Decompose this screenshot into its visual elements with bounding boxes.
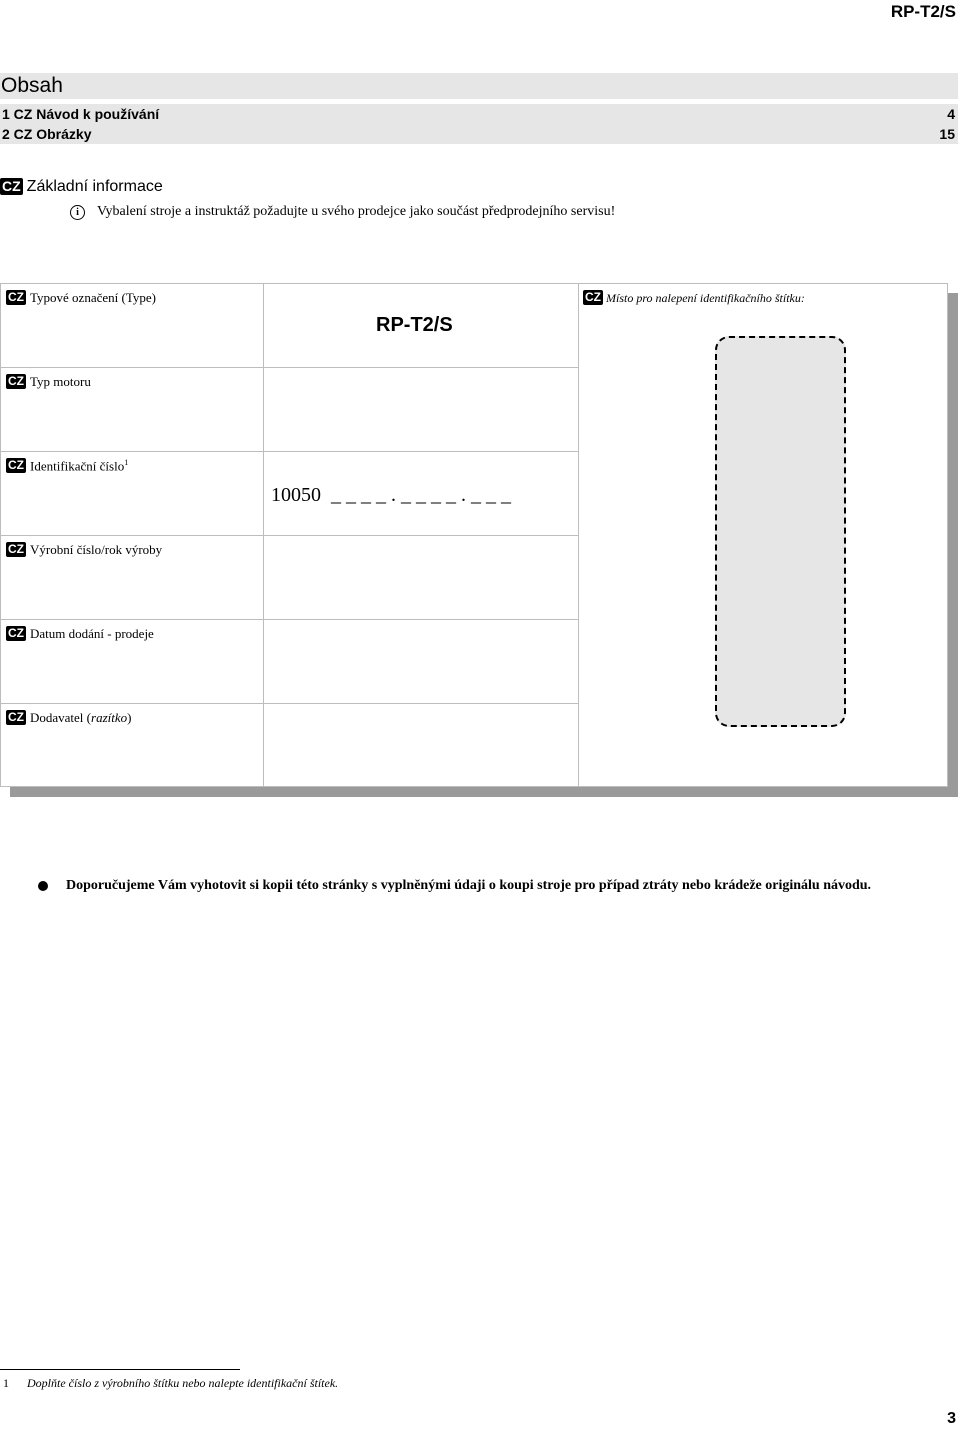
serial-year-label-text: Výrobní číslo/rok výroby xyxy=(30,542,163,557)
cz-badge: CZ xyxy=(585,290,601,304)
toc-entry[interactable] xyxy=(0,124,958,144)
id-number-blanks: _ _ _ _ . _ _ _ _ . _ _ _ xyxy=(331,484,511,506)
toc-entry[interactable] xyxy=(0,104,958,124)
info-note xyxy=(76,204,616,220)
section-heading xyxy=(0,178,163,196)
id-number-label-text: Identifikační číslo xyxy=(30,458,125,474)
toc-entry-label: 2 CZ Obrázky xyxy=(2,126,92,142)
supplier-label-suffix: ) xyxy=(127,710,132,725)
sticker-label xyxy=(583,290,805,306)
form-row-divider xyxy=(1,703,579,704)
delivery-date-label-text: Datum dodání - prodeje xyxy=(30,626,154,641)
sticker-placeholder xyxy=(715,336,846,727)
sticker-label-text: Místo pro nalepení identifikačního štítku: xyxy=(606,291,805,305)
type-label-text: Typové označení (Type) xyxy=(30,290,156,305)
page-number: 3 xyxy=(947,1410,956,1427)
info-icon: i xyxy=(70,205,85,220)
delivery-date-label xyxy=(6,626,154,642)
recommendation-note xyxy=(66,878,871,894)
toc-title: Obsah xyxy=(0,73,958,99)
type-label xyxy=(6,290,156,306)
toc-entry-page: 15 xyxy=(939,126,955,142)
footnote-divider xyxy=(0,1369,240,1370)
identification-form xyxy=(0,283,948,787)
form-row-divider xyxy=(1,451,579,452)
engine-type-label-text: Typ motoru xyxy=(30,374,91,389)
form-row-divider xyxy=(1,367,579,368)
id-number-prefix: 10050 xyxy=(271,484,321,506)
toc-entry-label: 1 CZ Návod k používání xyxy=(2,106,160,122)
supplier-label xyxy=(6,710,131,726)
id-number-label xyxy=(6,458,128,474)
footnote-text: Doplňte číslo z výrobního štítku nebo nalepte identifikační štítek. xyxy=(27,1376,339,1390)
footnote-ref: 1 xyxy=(124,458,129,467)
form-row-divider xyxy=(1,619,579,620)
footnote-number: 1 xyxy=(3,1376,9,1390)
recommendation-text: Doporučujeme Vám vyhotovit si kopii této stránky s vyplněnými údaji o koupi stroje pro případ ztráty nebo krádeže originálu návodu. xyxy=(66,878,872,893)
type-value[interactable]: RP-T2/S xyxy=(376,314,453,336)
cz-badge: CZ xyxy=(8,374,24,388)
cz-badge: CZ xyxy=(2,178,21,194)
supplier-stamp-text: razítko xyxy=(91,710,128,725)
serial-year-label xyxy=(6,542,162,558)
form-row-divider xyxy=(1,535,579,536)
info-text: Vybalení stroje a instruktáž požadujte u svého prodejce jako součást předprodejního servisu! xyxy=(97,204,616,219)
header-title: RP-T2/S xyxy=(890,2,956,21)
cz-badge: CZ xyxy=(8,710,24,724)
engine-type-label xyxy=(6,374,91,390)
cz-badge: CZ xyxy=(8,290,24,304)
bullet-icon xyxy=(38,881,48,891)
toc-entry-page: 4 xyxy=(947,106,955,122)
id-number-value[interactable] xyxy=(271,484,511,507)
supplier-label-text: Dodavatel ( xyxy=(30,710,92,725)
cz-badge: CZ xyxy=(8,542,24,556)
cz-badge: CZ xyxy=(8,626,24,640)
cz-badge: CZ xyxy=(8,458,24,473)
section-title: Základní informace xyxy=(26,178,163,195)
